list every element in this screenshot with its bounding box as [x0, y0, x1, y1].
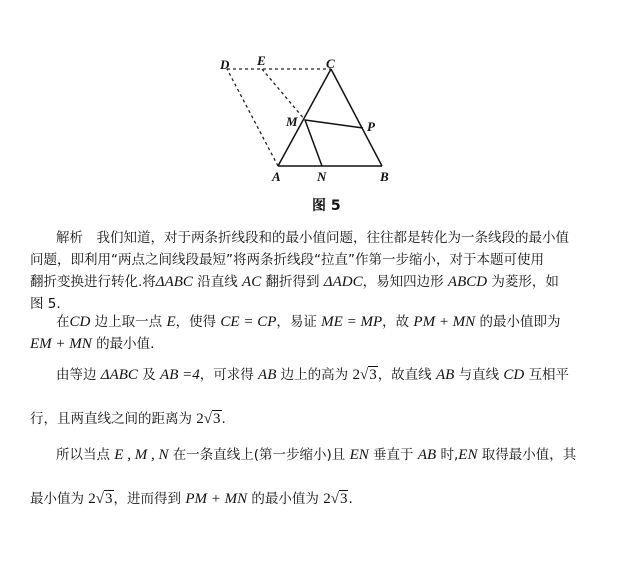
point-label-e: E	[257, 53, 266, 68]
text-line: 翻折变换进行转化.将ΔABC 沿直线 AC 翻折得到 ΔADC，易知四边形 ABCD 为菱形，如	[30, 274, 559, 290]
point-label-d: D	[220, 57, 230, 72]
text-line: 最小值为 2√3，进而得到 PM + MN 的最小值为 2√3.	[30, 491, 353, 507]
paragraph-construction	[30, 311, 590, 355]
point-label-m: M	[286, 114, 298, 129]
figure-drawing	[200, 48, 420, 218]
text-line: EM + MN 的最小值.	[30, 336, 155, 352]
text-line: 问题，即利用“两点之间线段最短”将两条折线段“拉直”作第一步缩小，对于本题可使用	[30, 252, 544, 268]
edge-ad	[227, 69, 278, 166]
point-label-p: P	[367, 119, 375, 134]
text-line: 行，且两直线之间的距离为 2√3.	[30, 411, 226, 427]
figure-caption: 图 5	[312, 198, 341, 214]
edge-bc	[331, 69, 382, 166]
paragraph-height	[30, 364, 590, 430]
paragraph-conclusion	[30, 444, 590, 510]
point-label-a: A	[272, 169, 281, 184]
segment-em	[262, 69, 305, 120]
point-label-c: C	[326, 56, 335, 71]
point-label-n: N	[317, 169, 327, 184]
text-line: 解析 我们知道，对于两条折线段和的最小值问题，往往都是转化为一条线段的最小值	[56, 230, 569, 246]
point-label-b: B	[380, 169, 389, 184]
text-line: 图 5.	[30, 296, 61, 312]
text-line: 在CD 边上取一点 E，使得 CE = CP，易证 ME = MP，故 PM + MN 的最小值即为	[56, 314, 561, 330]
paragraph-analysis	[30, 227, 590, 315]
text-line: 所以当点 E , M , N 在一条直线上(第一步缩小)且 EN 垂直于 AB 时,EN 取得最小值，其	[56, 447, 577, 463]
text-line: 由等边 ΔABC 及 AB =4，可求得 AB 边上的高为 2√3，故直线 AB 与直线 CD 互相平	[56, 367, 570, 383]
segment-mp	[305, 120, 363, 128]
segment-mn	[305, 120, 322, 166]
rhombus-figure	[200, 48, 420, 218]
